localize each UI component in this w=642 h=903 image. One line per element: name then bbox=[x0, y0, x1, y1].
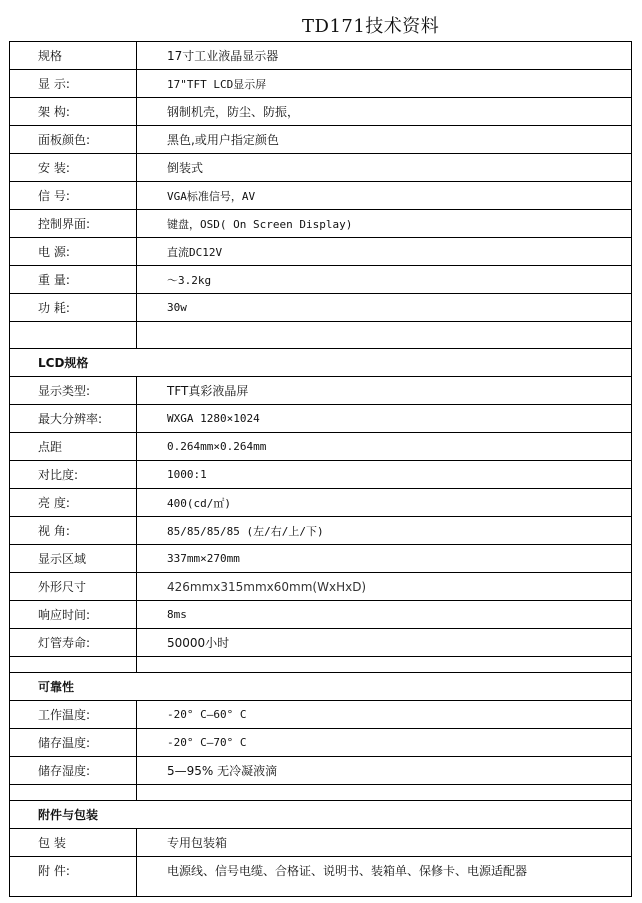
row-value: 黑色,或用户指定颜色 bbox=[137, 126, 632, 154]
section-header bbox=[10, 801, 632, 829]
row-label: 工作温度: bbox=[10, 701, 137, 729]
section-heading-accessories: 附件与包装 bbox=[10, 801, 632, 829]
document-title: TD171技术资料 bbox=[302, 16, 440, 37]
row-value: 键盘，OSD( On Screen Display) bbox=[137, 210, 632, 238]
row-value: 0.264mm×0.264mm bbox=[137, 433, 632, 461]
row-label: 附 件: bbox=[10, 857, 137, 897]
row-label: 规格 bbox=[10, 42, 137, 70]
row-label: 信 号: bbox=[10, 182, 137, 210]
row-label: 储存湿度: bbox=[10, 757, 137, 785]
row-label: 架 构: bbox=[10, 98, 137, 126]
row-value: 30w bbox=[137, 294, 632, 322]
row-label: 重 量: bbox=[10, 266, 137, 294]
row-label: 视 角: bbox=[10, 517, 137, 545]
spec-table bbox=[9, 41, 632, 897]
row-value: 17"TFT LCD显示屏 bbox=[137, 70, 632, 98]
table-row bbox=[10, 545, 632, 573]
table-row bbox=[10, 126, 632, 154]
row-label: 储存温度: bbox=[10, 729, 137, 757]
row-value: ～3.2kg bbox=[137, 266, 632, 294]
table-row bbox=[10, 210, 632, 238]
row-value: 50000小时 bbox=[137, 629, 632, 657]
table-row bbox=[10, 701, 632, 729]
row-label: 显示区域 bbox=[10, 545, 137, 573]
row-value: 1000:1 bbox=[137, 461, 632, 489]
row-value: -20° C—70° C bbox=[137, 729, 632, 757]
table-row bbox=[10, 70, 632, 98]
row-label: 外形尺寸 bbox=[10, 573, 137, 601]
row-value: WXGA 1280×1024 bbox=[137, 405, 632, 433]
table-row bbox=[10, 294, 632, 322]
row-value: VGA标准信号，AV bbox=[137, 182, 632, 210]
row-value: 337mm×270mm bbox=[137, 545, 632, 573]
row-label: 对比度: bbox=[10, 461, 137, 489]
table-row bbox=[10, 757, 632, 785]
row-value: 400(cd/㎡) bbox=[137, 489, 632, 517]
row-label: 显示类型: bbox=[10, 377, 137, 405]
row-label: 面板颜色: bbox=[10, 126, 137, 154]
row-value: 8ms bbox=[137, 601, 632, 629]
row-label: 亮 度: bbox=[10, 489, 137, 517]
row-label: 控制界面: bbox=[10, 210, 137, 238]
row-value: 直流DC12V bbox=[137, 238, 632, 266]
blank-row bbox=[10, 322, 632, 349]
table-row bbox=[10, 154, 632, 182]
table-row bbox=[10, 461, 632, 489]
row-label: 功 耗: bbox=[10, 294, 137, 322]
row-label: 灯管寿命: bbox=[10, 629, 137, 657]
row-label: 响应时间: bbox=[10, 601, 137, 629]
row-value: 426mmx315mmx60mm(WxHxD) bbox=[137, 573, 632, 601]
row-value: -20° C—60° C bbox=[137, 701, 632, 729]
table-row bbox=[10, 42, 632, 70]
row-value: 5—95% 无冷凝液滴 bbox=[137, 757, 632, 785]
row-value: 倒装式 bbox=[137, 154, 632, 182]
table-row bbox=[10, 517, 632, 545]
section-header bbox=[10, 673, 632, 701]
table-row bbox=[10, 238, 632, 266]
row-label: 显 示: bbox=[10, 70, 137, 98]
section-heading-lcd: LCD规格 bbox=[10, 349, 632, 377]
row-value: 电源线、信号电缆、合格证、说明书、装箱单、保修卡、电源适配器 bbox=[137, 857, 632, 897]
row-value: 钢制机壳，防尘、防振， bbox=[137, 98, 632, 126]
table-row bbox=[10, 266, 632, 294]
section-header bbox=[10, 349, 632, 377]
blank-row bbox=[10, 785, 632, 801]
table-row bbox=[10, 857, 632, 897]
row-value: 17寸工业液晶显示器 bbox=[137, 42, 632, 70]
table-row bbox=[10, 433, 632, 461]
row-label: 点距 bbox=[10, 433, 137, 461]
row-value: 85/85/85/85 (左/右/上/下) bbox=[137, 517, 632, 545]
table-row bbox=[10, 98, 632, 126]
row-value: TFT真彩液晶屏 bbox=[137, 377, 632, 405]
table-row bbox=[10, 601, 632, 629]
table-row bbox=[10, 629, 632, 657]
table-row bbox=[10, 489, 632, 517]
row-value: 专用包装箱 bbox=[137, 829, 632, 857]
blank-row bbox=[10, 657, 632, 673]
row-label: 包 装 bbox=[10, 829, 137, 857]
table-row bbox=[10, 405, 632, 433]
section-heading-reliability: 可靠性 bbox=[10, 673, 632, 701]
table-row bbox=[10, 573, 632, 601]
row-label: 安 装: bbox=[10, 154, 137, 182]
table-row bbox=[10, 829, 632, 857]
row-label: 电 源: bbox=[10, 238, 137, 266]
table-row bbox=[10, 377, 632, 405]
row-label: 最大分辨率: bbox=[10, 405, 137, 433]
table-row bbox=[10, 729, 632, 757]
table-row bbox=[10, 182, 632, 210]
